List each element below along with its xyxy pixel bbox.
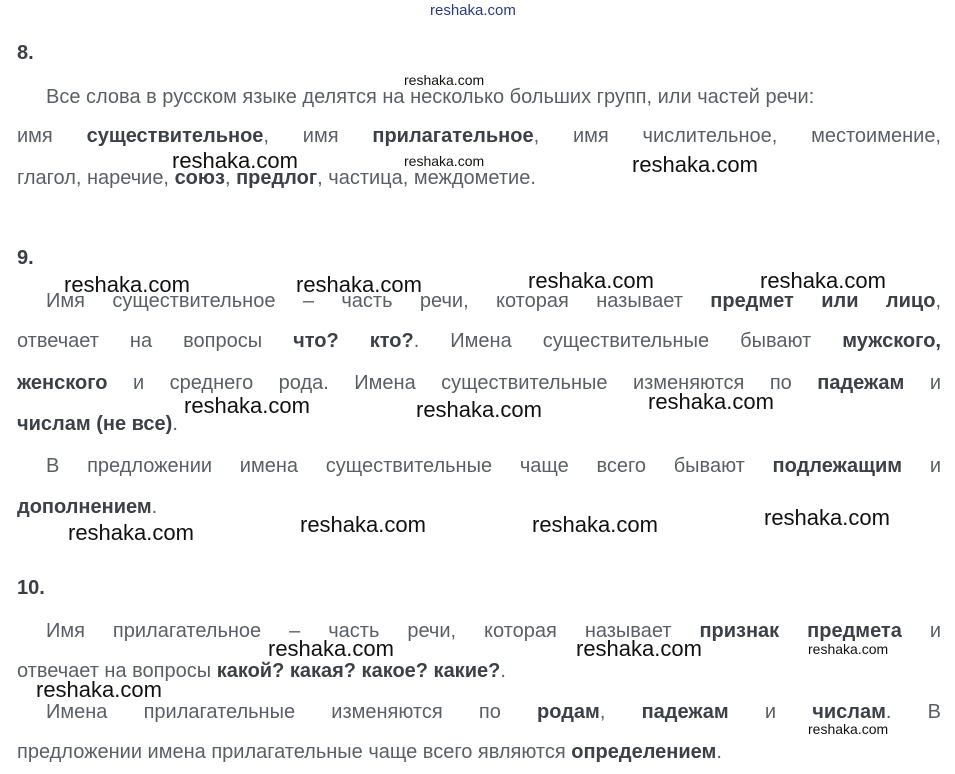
bold-term: числам (812, 701, 886, 723)
watermark: reshaka.com (808, 721, 889, 737)
watermark: reshaka.com (632, 152, 758, 177)
paragraph-line (17, 166, 941, 190)
bold-term: женского (17, 372, 108, 394)
text: В предложении имена существительные чаще всего бывают (46, 455, 773, 477)
bold-term: подлежащим (772, 455, 903, 477)
bold-term: дополнением (17, 496, 152, 518)
text: и (728, 701, 813, 723)
watermark: reshaka.com (808, 641, 889, 657)
watermark: reshaka.com (404, 153, 485, 169)
bold-term: признак предмета (699, 620, 902, 642)
text: предложении имена прилагательные чаще всего являются (17, 741, 572, 763)
text: , имя числительное, местоимение, (533, 125, 941, 147)
watermark: reshaka.com (404, 72, 485, 88)
text: . (151, 496, 158, 518)
text: , (599, 701, 642, 723)
text: , (224, 167, 237, 189)
text: , имя (263, 125, 373, 147)
paragraph-line (46, 454, 941, 478)
text: Имена прилагательные изменяются по (46, 701, 538, 723)
bold-term: родам (537, 701, 600, 723)
watermark: reshaka.com (760, 268, 886, 293)
text: Имя прилагательное – часть речи, которая называет (46, 620, 700, 642)
watermark: reshaka.com (300, 512, 426, 537)
bold-term: прилагательное (372, 125, 534, 147)
watermark: reshaka.com (648, 389, 774, 414)
text: . Имена существительные бывают (413, 330, 843, 352)
text: Все слова в русском языке делятся на несколько больших групп, или частей речи: (46, 86, 815, 108)
section-number-8: 8. (17, 42, 34, 64)
paragraph-line (46, 700, 941, 724)
watermark: reshaka.com (184, 393, 310, 418)
text: имя (17, 125, 87, 147)
bold-term: существительное (86, 125, 264, 147)
bold-term: что? кто? (293, 330, 414, 352)
watermark-top: reshaka.com (430, 2, 516, 19)
watermark: reshaka.com (36, 677, 162, 702)
bold-term: мужского, (842, 330, 941, 352)
bold-term: предмет или лицо (710, 290, 936, 312)
paragraph-line (17, 740, 941, 764)
watermark: reshaka.com (296, 272, 422, 297)
text: . (172, 413, 178, 435)
paragraph-line (17, 371, 941, 395)
paragraph-line (46, 85, 941, 109)
text: глагол, наречие, (17, 167, 175, 189)
watermark: reshaka.com (576, 636, 702, 661)
text: . (500, 660, 506, 682)
text: . (716, 741, 722, 763)
bold-term: какой? какая? какое? какие? (216, 660, 501, 682)
watermark: reshaka.com (172, 148, 298, 173)
watermark: reshaka.com (68, 520, 194, 545)
watermark: reshaka.com (268, 636, 394, 661)
text: и (904, 372, 941, 394)
paragraph-line (17, 124, 941, 148)
bold-term: падежам (817, 372, 905, 394)
section-number-10: 10. (17, 577, 45, 599)
text: и (901, 620, 942, 642)
watermark: reshaka.com (528, 268, 654, 293)
watermark: reshaka.com (764, 505, 890, 530)
text: и (902, 455, 942, 477)
watermark: reshaka.com (416, 397, 542, 422)
text: Имя существительное – часть речи, которая называет (46, 290, 711, 312)
text: , (935, 290, 942, 312)
watermark: reshaka.com (532, 512, 658, 537)
text: отвечает на вопросы (17, 660, 217, 682)
bold-term: падежам (641, 701, 729, 723)
bold-term: союз (174, 167, 225, 189)
paragraph-line (17, 329, 941, 353)
text: , частица, междометие. (317, 167, 536, 189)
section-number-9: 9. (17, 247, 34, 269)
bold-term: числам (не все) (17, 413, 173, 435)
bold-term: предлог (236, 167, 318, 189)
bold-term: определением (571, 741, 717, 763)
watermark: reshaka.com (64, 272, 190, 297)
text: отвечает на вопросы (17, 330, 294, 352)
text: . В (885, 701, 941, 723)
text: и среднего рода. Имена существительные изменяются по (107, 372, 818, 394)
paragraph-line (46, 619, 941, 643)
